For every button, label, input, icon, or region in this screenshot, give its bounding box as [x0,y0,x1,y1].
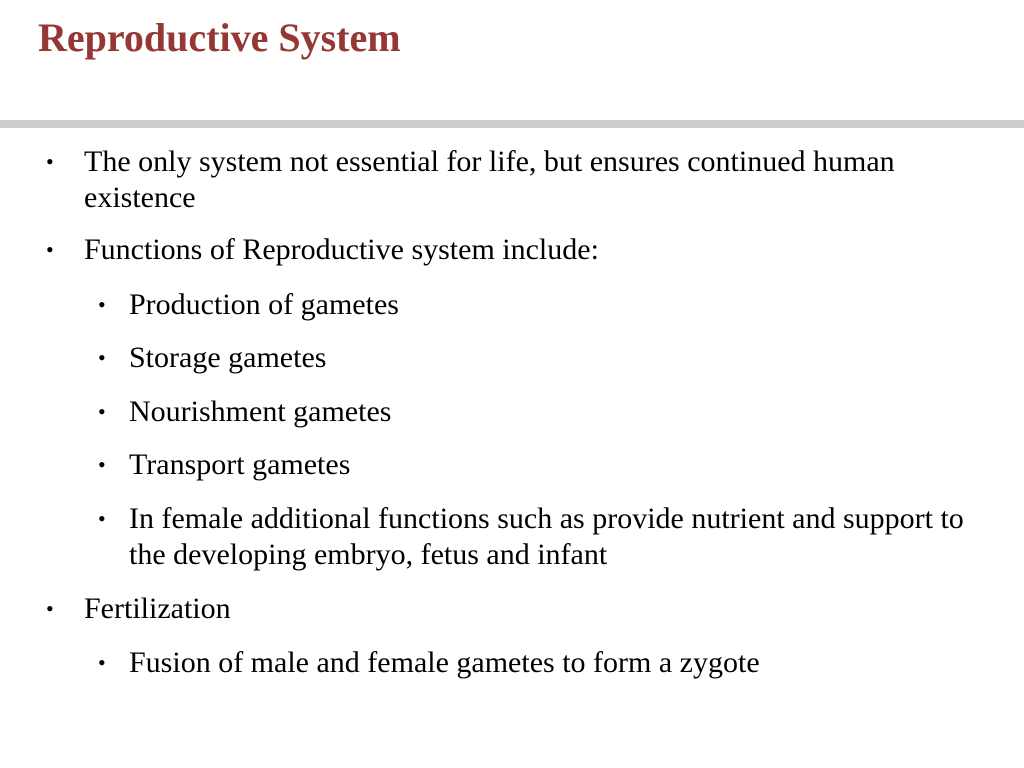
bullet-icon: • [46,596,54,621]
bullet-item-essential [46,144,1004,216]
bullet-icon: • [98,650,106,675]
bullet-text: Functions of Reproductive system include: [84,233,599,266]
slide-title: Reproductive System [38,15,401,60]
bullet-text: Nourishment gametes [129,395,392,428]
sub-bullet-storage [98,340,1004,376]
bullet-text: Fertilization [84,592,231,625]
bullet-icon: • [98,399,106,424]
bullet-icon: • [98,345,106,370]
bullet-icon: • [98,506,106,531]
bullet-item-fertilization [46,591,1004,627]
sub-bullet-nourishment [98,394,1004,430]
bullet-icon: • [98,452,106,477]
bullet-text: Production of gametes [129,288,399,321]
bullet-icon: • [46,149,54,174]
sub-bullet-fusion [98,645,1004,681]
sub-bullet-transport [98,447,1004,483]
bullet-icon: • [98,292,106,317]
bullet-text: Transport gametes [129,448,351,481]
bullet-text: Storage gametes [129,341,327,374]
bullet-text: In female additional functions such as provide nutrient and support to the developing embryo, fetus and infant [129,502,964,571]
sub-bullet-female-functions [98,501,1004,573]
title-divider [0,120,1024,128]
bullet-item-functions [46,232,1004,268]
bullet-text: The only system not essential for life, but ensures continued human existence [84,145,895,214]
bullet-icon: • [46,237,54,262]
sub-bullet-production [98,287,1004,323]
bullet-text: Fusion of male and female gametes to form a zygote [129,646,760,679]
